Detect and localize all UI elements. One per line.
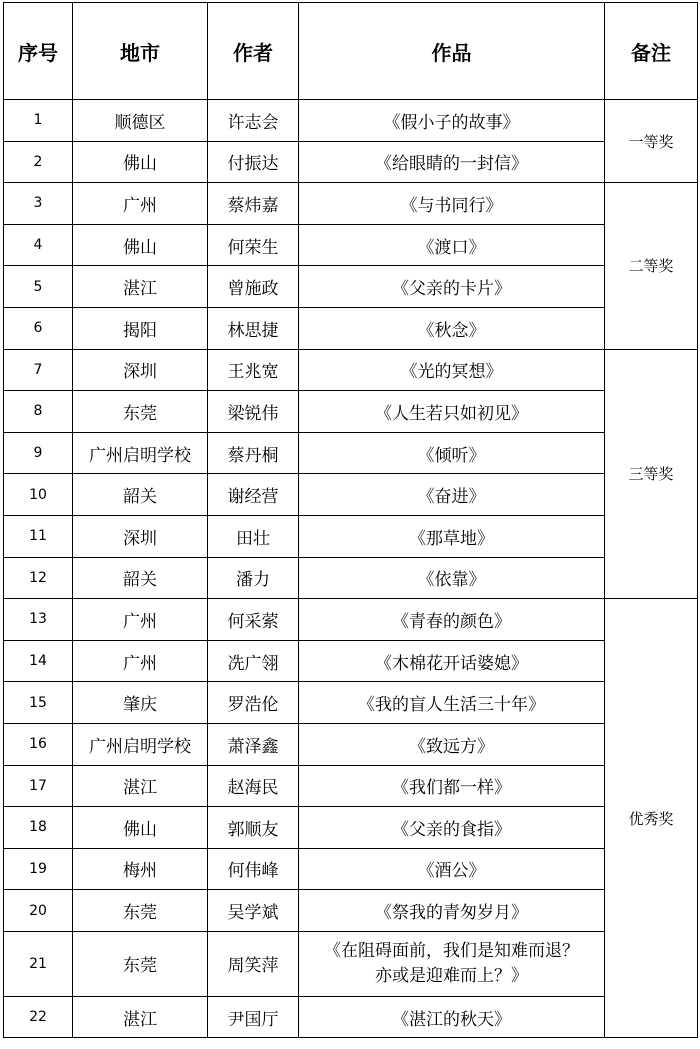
row-index: 17 bbox=[4, 765, 73, 807]
award-second: 二等奖 bbox=[605, 183, 698, 349]
row-index: 12 bbox=[4, 557, 73, 599]
row-work: 《秋念》 bbox=[299, 307, 605, 349]
row-work bbox=[299, 931, 605, 996]
row-index: 16 bbox=[4, 723, 73, 765]
row-work-line2: 亦或是迎难而上？》 bbox=[375, 965, 528, 986]
row-author: 冼广翎 bbox=[208, 640, 299, 682]
row-city: 东莞 bbox=[73, 931, 208, 996]
row-work: 《我们都一样》 bbox=[299, 765, 605, 807]
row-work: 《假小子的故事》 bbox=[299, 100, 605, 142]
row-work: 《人生若只如初见》 bbox=[299, 391, 605, 433]
row-city: 湛江 bbox=[73, 996, 208, 1038]
row-index: 7 bbox=[4, 349, 73, 391]
table-row bbox=[4, 266, 698, 308]
table-row bbox=[4, 931, 698, 996]
table-row bbox=[4, 391, 698, 433]
award-third: 三等奖 bbox=[605, 349, 698, 599]
table-row bbox=[4, 100, 698, 142]
table-row bbox=[4, 807, 698, 849]
row-work: 《渡口》 bbox=[299, 224, 605, 266]
row-author: 谢经营 bbox=[208, 474, 299, 516]
row-city: 湛江 bbox=[73, 266, 208, 308]
row-author: 赵海民 bbox=[208, 765, 299, 807]
row-index: 5 bbox=[4, 266, 73, 308]
row-index: 10 bbox=[4, 474, 73, 516]
row-city: 梅州 bbox=[73, 848, 208, 890]
header-work: 作品 bbox=[299, 3, 605, 100]
table-row bbox=[4, 183, 698, 225]
row-author: 蔡丹桐 bbox=[208, 432, 299, 474]
row-author: 郭顺友 bbox=[208, 807, 299, 849]
row-city: 广州 bbox=[73, 183, 208, 225]
award-table bbox=[3, 2, 698, 1038]
row-index: 15 bbox=[4, 682, 73, 724]
row-work: 《与书同行》 bbox=[299, 183, 605, 225]
row-work: 《木棉花开话婆媳》 bbox=[299, 640, 605, 682]
row-work-line1: 《在阻碍面前，我们是知难而退？ bbox=[324, 940, 579, 961]
row-city: 深圳 bbox=[73, 515, 208, 557]
header-remark: 备注 bbox=[605, 3, 698, 100]
row-city: 佛山 bbox=[73, 807, 208, 849]
row-index: 4 bbox=[4, 224, 73, 266]
row-index: 20 bbox=[4, 890, 73, 932]
row-author: 吴学斌 bbox=[208, 890, 299, 932]
table-row bbox=[4, 848, 698, 890]
row-city: 顺德区 bbox=[73, 100, 208, 142]
table-row bbox=[4, 141, 698, 183]
row-author: 何采萦 bbox=[208, 599, 299, 641]
table-row bbox=[4, 224, 698, 266]
row-author: 林思捷 bbox=[208, 307, 299, 349]
row-index: 11 bbox=[4, 515, 73, 557]
row-city: 广州启明学校 bbox=[73, 723, 208, 765]
row-city: 广州 bbox=[73, 640, 208, 682]
award-first: 一等奖 bbox=[605, 100, 698, 183]
table-row bbox=[4, 765, 698, 807]
table-row bbox=[4, 557, 698, 599]
header-author: 作者 bbox=[208, 3, 299, 100]
row-work: 《依靠》 bbox=[299, 557, 605, 599]
row-author: 王兆宽 bbox=[208, 349, 299, 391]
table-row bbox=[4, 515, 698, 557]
row-author: 曾施政 bbox=[208, 266, 299, 308]
row-city: 韶关 bbox=[73, 557, 208, 599]
row-index: 8 bbox=[4, 391, 73, 433]
table-row bbox=[4, 723, 698, 765]
row-work: 《酒公》 bbox=[299, 848, 605, 890]
row-city: 东莞 bbox=[73, 890, 208, 932]
table-row bbox=[4, 996, 698, 1038]
row-index: 21 bbox=[4, 931, 73, 996]
row-index: 18 bbox=[4, 807, 73, 849]
table-row bbox=[4, 432, 698, 474]
row-index: 3 bbox=[4, 183, 73, 225]
row-work: 《那草地》 bbox=[299, 515, 605, 557]
row-work: 《致远方》 bbox=[299, 723, 605, 765]
row-work: 《奋进》 bbox=[299, 474, 605, 516]
row-work: 《湛江的秋天》 bbox=[299, 996, 605, 1038]
row-work: 《青春的颜色》 bbox=[299, 599, 605, 641]
row-work: 《父亲的食指》 bbox=[299, 807, 605, 849]
table-row bbox=[4, 599, 698, 641]
row-index: 13 bbox=[4, 599, 73, 641]
row-author: 梁锐伟 bbox=[208, 391, 299, 433]
row-author: 罗浩伦 bbox=[208, 682, 299, 724]
row-author: 周笑萍 bbox=[208, 931, 299, 996]
table-row bbox=[4, 682, 698, 724]
row-author: 田壮 bbox=[208, 515, 299, 557]
row-city: 深圳 bbox=[73, 349, 208, 391]
row-work: 《祭我的青匆岁月》 bbox=[299, 890, 605, 932]
table-row bbox=[4, 890, 698, 932]
table-row bbox=[4, 474, 698, 516]
row-author: 尹国厅 bbox=[208, 996, 299, 1038]
row-author: 许志会 bbox=[208, 100, 299, 142]
row-work: 《给眼睛的一封信》 bbox=[299, 141, 605, 183]
row-index: 6 bbox=[4, 307, 73, 349]
row-work: 《父亲的卡片》 bbox=[299, 266, 605, 308]
row-city: 东莞 bbox=[73, 391, 208, 433]
row-author: 潘力 bbox=[208, 557, 299, 599]
row-author: 萧泽鑫 bbox=[208, 723, 299, 765]
row-city: 韶关 bbox=[73, 474, 208, 516]
row-city: 佛山 bbox=[73, 224, 208, 266]
row-work: 《我的盲人生活三十年》 bbox=[299, 682, 605, 724]
row-author: 何荣生 bbox=[208, 224, 299, 266]
row-author: 付振达 bbox=[208, 141, 299, 183]
row-index: 19 bbox=[4, 848, 73, 890]
header-city: 地市 bbox=[73, 3, 208, 100]
row-author: 何伟峰 bbox=[208, 848, 299, 890]
table-row bbox=[4, 349, 698, 391]
row-city: 佛山 bbox=[73, 141, 208, 183]
row-index: 2 bbox=[4, 141, 73, 183]
award-excellent: 优秀奖 bbox=[605, 599, 698, 1038]
row-index: 14 bbox=[4, 640, 73, 682]
row-work: 《光的冥想》 bbox=[299, 349, 605, 391]
row-author: 蔡炜嘉 bbox=[208, 183, 299, 225]
row-city: 揭阳 bbox=[73, 307, 208, 349]
header-row bbox=[4, 3, 698, 100]
row-index: 22 bbox=[4, 996, 73, 1038]
row-work: 《倾听》 bbox=[299, 432, 605, 474]
row-index: 1 bbox=[4, 100, 73, 142]
row-city: 肇庆 bbox=[73, 682, 208, 724]
row-city: 湛江 bbox=[73, 765, 208, 807]
row-city: 广州启明学校 bbox=[73, 432, 208, 474]
table-row bbox=[4, 640, 698, 682]
header-index: 序号 bbox=[4, 3, 73, 100]
table-row bbox=[4, 307, 698, 349]
row-city: 广州 bbox=[73, 599, 208, 641]
row-index: 9 bbox=[4, 432, 73, 474]
